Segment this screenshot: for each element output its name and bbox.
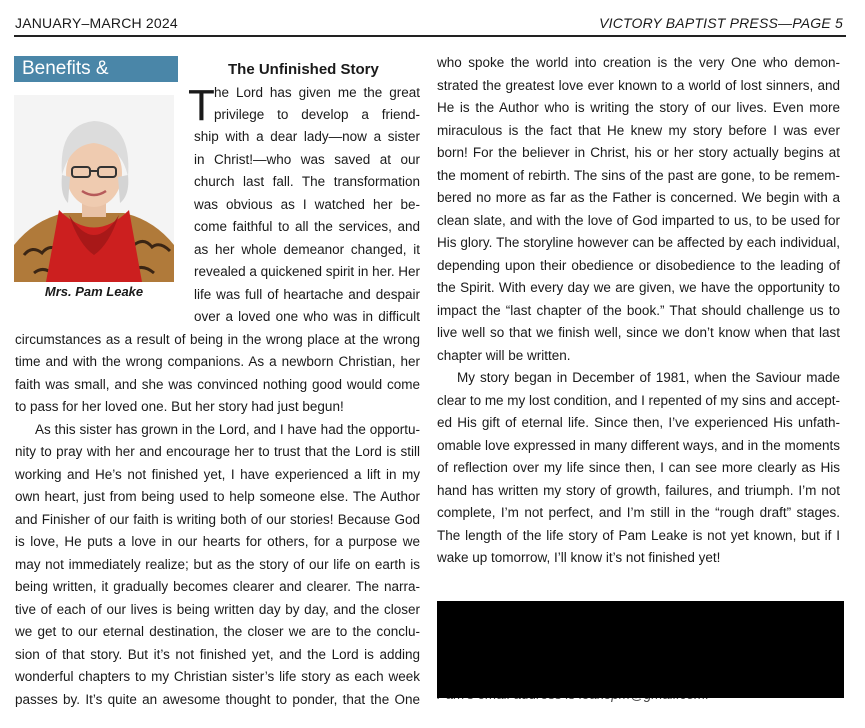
article-line: hand has written my story of growth, failures, and triumph. I’m not xyxy=(437,483,840,498)
publication-page-label: VICTORY BAPTIST PRESS—PAGE 5 xyxy=(599,15,843,31)
article-line: clean slate, and with the love of God imparted to us, to be used for xyxy=(437,213,840,228)
article-line: bered no more as far as the Father is concerned. We begin with a xyxy=(437,190,840,205)
article-line: depending upon their obedience or disobedience to the leading of xyxy=(437,258,840,273)
portrait-photo xyxy=(14,95,174,282)
article-line: complete, I’m not perfect, and I’m still in the “rough draft” stages. xyxy=(437,505,840,520)
article-line: the Spirit. With every day we are given, we have the opportunity to xyxy=(437,280,840,295)
article-line: ship with a dear lady—now a sister xyxy=(194,129,420,144)
article-line: born! For the believer in Christ, his or her story actually begins at xyxy=(437,145,840,160)
article-line: church last fall. The transformation xyxy=(194,174,420,189)
article-line: revealed a quickened spirit in her. Her xyxy=(194,264,420,279)
article-line: who spoke the world into creation is the very One who demon- xyxy=(437,55,840,70)
article-line: of reflection over my life since then, I can see more clearly as His xyxy=(437,460,840,475)
header-rule xyxy=(14,35,846,37)
article-line: chapter will be written. xyxy=(437,348,571,363)
article-line: working and He’s not finished yet, I have experienced a lift in my xyxy=(15,467,420,482)
article-line: he Lord has given me the great xyxy=(214,85,420,100)
article-line: The length of the life story of Pam Leake is not yet known, but if I xyxy=(437,528,840,543)
article-line: He is the Author who is writing the story of our lives. Even more xyxy=(437,100,840,115)
article-line: is love, He puts a love in our hearts for others, for a purpose we xyxy=(15,534,420,549)
article-line: as her whole demeanor changed, it xyxy=(194,242,420,257)
article-line: the moment of rebirth. The sins of the past are gone, to be remem- xyxy=(437,168,840,183)
issue-date: JANUARY–MARCH 2024 xyxy=(15,15,178,31)
article-line: clear to me my lost condition, and I repented of my sins and accept- xyxy=(437,393,841,408)
article-line: tive of each of our lives is being written day by day, and the closer xyxy=(15,602,420,617)
article-line: in Christ!—who was saved at our xyxy=(194,152,420,167)
article-line: live well so that we finish well, since we don’t know when that last xyxy=(437,325,840,340)
article-line: ed His gift of eternal life. Since then, I’ve experienced His unfath- xyxy=(437,415,840,430)
article-line: As this sister has grown in the Lord, and I have had the opportu- xyxy=(35,422,420,437)
drop-cap: T xyxy=(188,81,215,130)
photo-caption: Mrs. Pam Leake xyxy=(44,284,144,299)
article-line: over a loved one who was in difficult xyxy=(194,309,420,324)
article-line: wonderful chapters to my Christian sister’s life story as each week xyxy=(15,669,420,684)
article-line: come faithful to all the services, and xyxy=(194,219,420,234)
article-line: sion of that story. But it’s not finished yet, and the Lord is adding xyxy=(15,647,420,662)
article-line: privilege to develop a friend- xyxy=(214,107,420,122)
article-line: life was full of heartache and despair xyxy=(194,287,420,302)
article-line: miraculous is the fact that He knew my story before I was ever xyxy=(437,123,840,138)
article-line: circumstances as a result of being in the wrong place at the wrong xyxy=(15,332,420,347)
article-line: nity to pray with her and encourage her to trust that the Lord is still xyxy=(15,444,420,459)
article-line: omable love expressed in many different ways, and in the moments xyxy=(437,438,840,453)
article-line: impact the “last chapter of the book.” That should challenge us to xyxy=(437,303,840,318)
article-line: time and with the wrong companions. As a newborn Christian, her xyxy=(15,354,420,369)
article-line: to pass for her loved one. But her story had just begun! xyxy=(15,399,344,414)
article-line: may not immediately realize; but as the story of our life on earth is xyxy=(15,557,420,572)
article-line: being written, it gradually becomes clearer and clearer. The narra- xyxy=(15,579,420,594)
article-line: passes by. It’s quite an awesome thought to ponder, that the One xyxy=(15,692,420,707)
article-line: and Finisher of our faith is writing both of our stories! Because God xyxy=(15,512,420,527)
article-line: My story began in December of 1981, when the Saviour made xyxy=(457,370,840,385)
portrait-illustration xyxy=(14,95,174,282)
article-line: we get to our eternal destination, the closer we are to the conclu- xyxy=(15,624,420,639)
article-line: wake up tomorrow, I’ll know it’s not finished yet! xyxy=(437,550,721,565)
article-line: was obvious as I watched her be- xyxy=(194,197,420,212)
article-line: His glory. The storyline however can be affected by each individual, xyxy=(437,235,840,250)
redacted-block xyxy=(437,601,844,698)
article-line: strated the greatest love ever known to a world of lost sinners, and xyxy=(437,78,840,93)
article-line: faith was small, and she was convinced nothing good would come xyxy=(15,377,420,392)
article-title: The Unfinished Story xyxy=(228,61,379,78)
section-banner: Benefits & xyxy=(14,56,178,82)
article-line: own heart, just from being used to help someone else. The Author xyxy=(15,489,420,504)
